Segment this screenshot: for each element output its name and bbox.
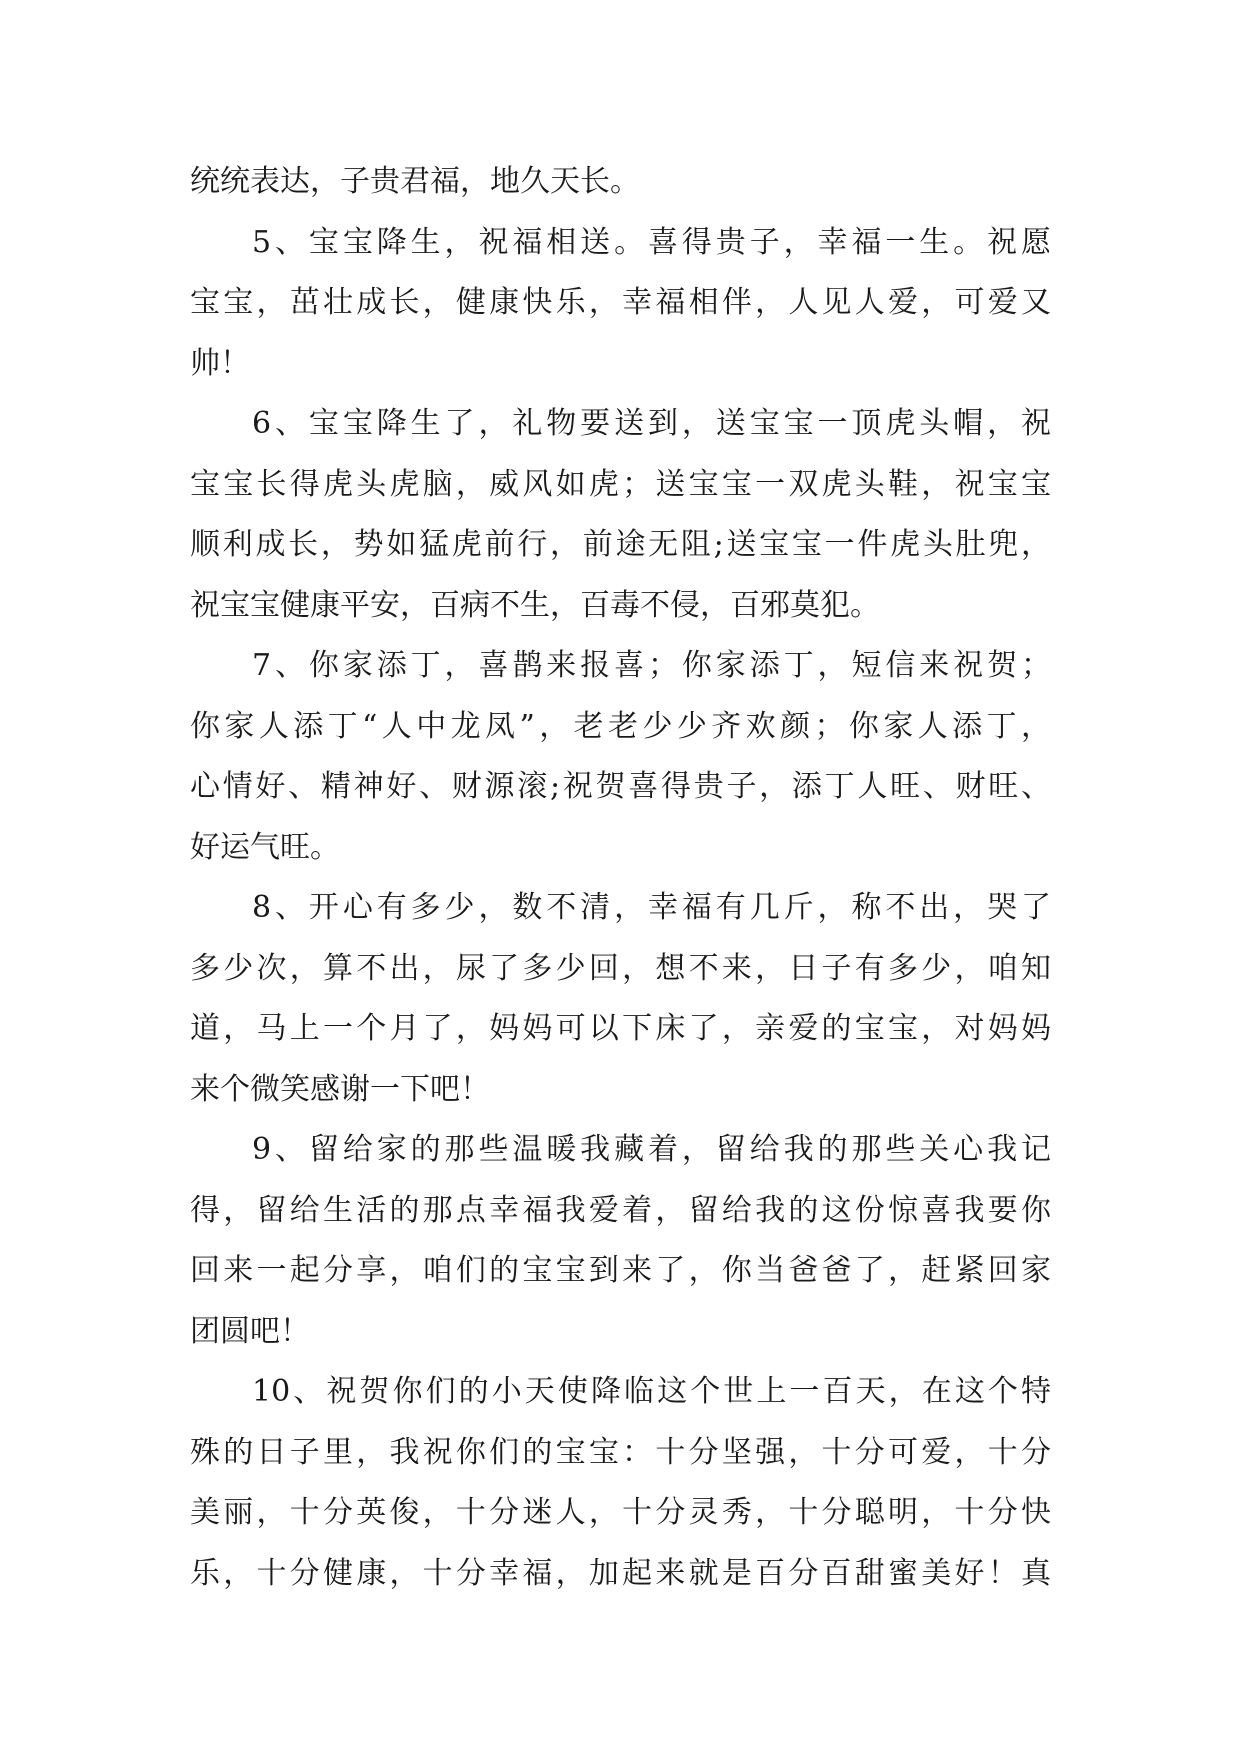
text-line: 7、你家添丁，喜鹊来报喜；你家添丁，短信来祝贺； — [252, 648, 1051, 683]
text-line: 帅！ — [190, 345, 250, 381]
text-line: 道，马上一个月了，妈妈可以下床了，亲爱的宝宝，对妈妈 — [190, 1011, 1051, 1046]
text-line: 回来一起分享，咱们的宝宝到来了，你当爸爸了，赶紧回家 — [190, 1253, 1051, 1288]
text-line: 5、宝宝降生，祝福相送。喜得贵子，幸福一生。祝愿 — [252, 224, 1051, 260]
text-line: 殊的日子里，我祝你们的宝宝：十分坚强，十分可爱，十分 — [190, 1434, 1051, 1470]
text-line: 心情好、精神好、财源滚;祝贺喜得贵子，添丁人旺、财旺、 — [190, 769, 1051, 804]
text-line: 统统表达，子贵君福，地久天长。 — [190, 164, 640, 199]
text-line: 8、开心有多少，数不清，幸福有几斤，称不出，哭了 — [252, 890, 1051, 925]
body-text — [190, 152, 1051, 1604]
text-line: 美丽，十分英俊，十分迷人，十分灵秀，十分聪明，十分快 — [190, 1495, 1051, 1530]
text-line: 顺利成长，势如猛虎前行，前途无阻;送宝宝一件虎头肚兜， — [190, 527, 1051, 562]
text-line: 得，留给生活的那点幸福我爱着，留给我的这份惊喜我要你 — [190, 1192, 1051, 1228]
text-line: 6、宝宝降生了，礼物要送到，送宝宝一顶虎头帽，祝 — [252, 406, 1051, 441]
text-line: 宝宝，茁壮成长，健康快乐，幸福相伴，人见人爱，可爱又 — [190, 285, 1051, 320]
text-line: 好运气旺。 — [190, 829, 340, 865]
text-line: 乐，十分健康，十分幸福，加起来就是百分百甜蜜美好！真 — [190, 1555, 1051, 1591]
text-line: 你家人添丁“人中龙凤”，老老少少齐欢颜；你家人添丁， — [190, 708, 1051, 744]
text-line: 祝宝宝健康平安，百病不生，百毒不侵，百邪莫犯。 — [190, 587, 880, 623]
text-line: 10、祝贺你们的小天使降临这个世上一百天，在这个特 — [252, 1374, 1051, 1409]
text-line: 团圆吧！ — [190, 1313, 310, 1349]
text-line: 9、留给家的那些温暖我藏着，留给我的那些关心我记 — [252, 1132, 1051, 1167]
text-line: 来个微笑感谢一下吧！ — [190, 1071, 490, 1107]
text-line: 宝宝长得虎头虎脑，威风如虎；送宝宝一双虎头鞋，祝宝宝 — [190, 466, 1051, 502]
text-line: 多少次，算不出，尿了多少回，想不来，日子有多少，咱知 — [190, 950, 1051, 986]
